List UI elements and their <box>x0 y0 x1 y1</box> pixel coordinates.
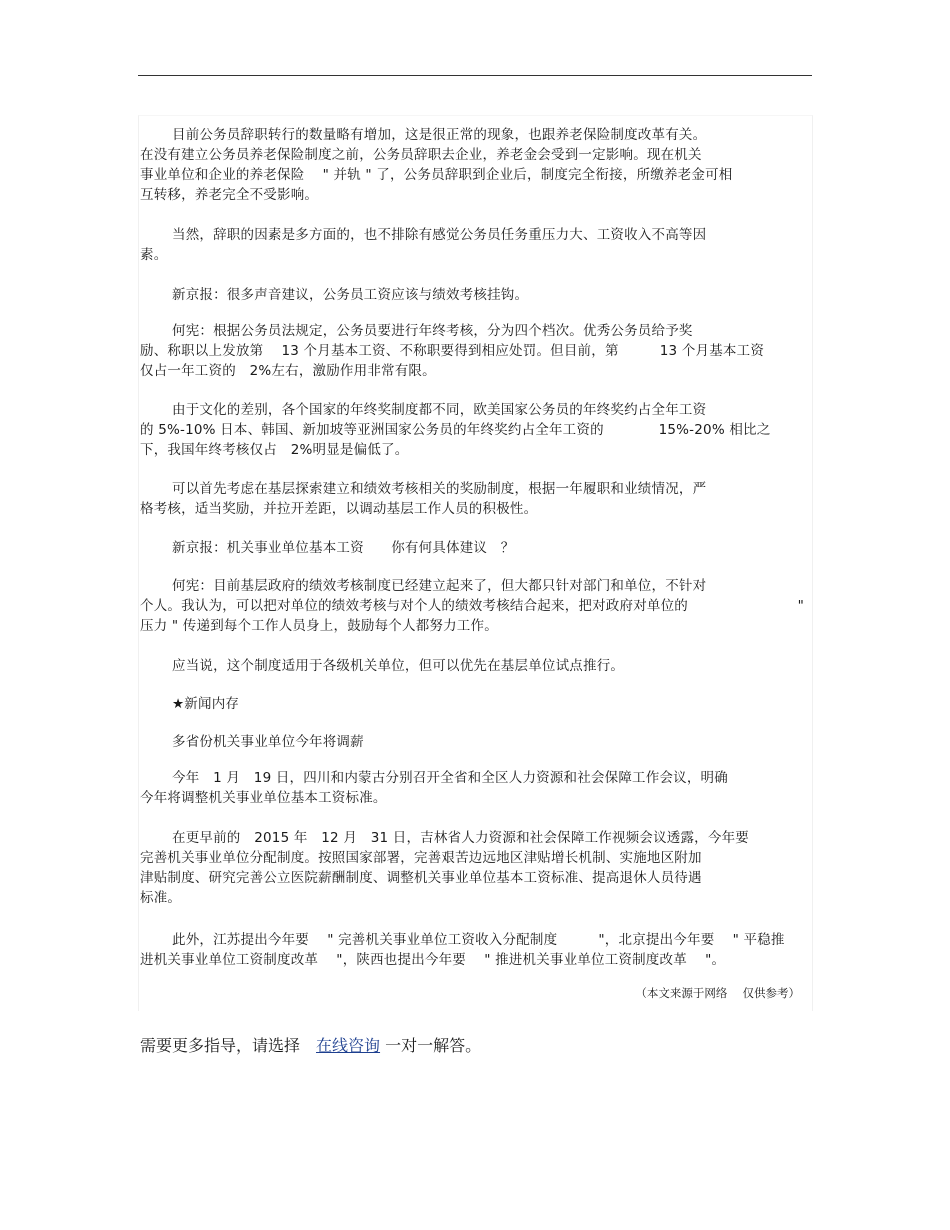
paragraph-first-line: 可以首先考虑在基层探索建立和绩效考核相关的奖励制度，根据一年履职和业绩情况，严 <box>172 481 707 497</box>
paragraph-first-line: 应当说，这个制度适用于各级机关单位，但可以优先在基层单位试点推行。 <box>172 658 625 674</box>
paragraph-line: 津贴制度、研究完善公立医院薪酬制度、调整机关事业单位基本工资标准、提高退休人员待遇 <box>140 870 702 886</box>
footer-prefix: 需要更多指导，请选择 <box>140 1036 301 1055</box>
paragraph-line: 压力 " 传递到每个工作人员身上，鼓励每个人都努力工作。 <box>140 618 498 634</box>
source-note: （本文来源于网络 仅供参考） <box>635 986 800 1000</box>
paragraph-line: 励、称职以上发放第 13 个月基本工资、不称职要得到相应处罚。但目前，第 13 个月基本工资 <box>140 343 765 359</box>
paragraph-first-line: 此外，江苏提出今年要 " 完善机关事业单位工资收入分配制度 "，北京提出今年要 " 平稳推 <box>172 932 785 948</box>
paragraph-first-line: 何宪：目前基层政府的绩效考核制度已经建立起来了，但大都只针对部门和单位，不针对 <box>172 578 707 594</box>
paragraph-line: 互转移，养老完全不受影响。 <box>140 187 319 203</box>
paragraph-line: 个人。我认为，可以把对单位的绩效考核与对个人的绩效考核结合起来，把对政府对单位的 " <box>140 598 805 614</box>
paragraph-line: 进机关事业单位工资制度改革 "，陕西也提出今年要 " 推进机关事业单位工资制度改革 "。 <box>140 952 726 968</box>
paragraph-first-line: 由于文化的差别，各个国家的年终奖制度都不同，欧美国家公务员的年终奖约占全年工资 <box>172 402 707 418</box>
paragraph-line: 下，我国年终考核仅占 2%明显是偏低了。 <box>140 442 409 458</box>
footer-suffix: 一对一解答。 <box>385 1036 482 1055</box>
paragraph-first-line: 多省份机关事业单位今年将调薪 <box>172 734 364 750</box>
paragraph-first-line: 新京报：机关事业单位基本工资 你有何具体建议 ？ <box>172 540 515 556</box>
consult-footer <box>140 1033 481 1056</box>
paragraph-line: 格考核，适当奖励，并拉开差距，以调动基层工作人员的积极性。 <box>140 501 538 517</box>
paragraph-line: 标准。 <box>140 890 182 906</box>
paragraph-first-line: 目前公务员辞职转行的数量略有增加，这是很正常的现象，也跟养老保险制度改革有关。 <box>172 127 707 143</box>
paragraph-first-line: 今年 1 月 19 日，四川和内蒙古分别召开全省和全区人力资源和社会保障工作会议，明确 <box>172 770 728 786</box>
paragraph-line: 仅占一年工资的 2%左右，激励作用非常有限。 <box>140 363 436 379</box>
online-consult-link[interactable]: 在线咨询 <box>316 1036 381 1055</box>
paragraph-first-line: 何宪：根据公务员法规定，公务员要进行年终考核，分为四个档次。优秀公务员给予奖 <box>172 323 693 339</box>
paragraph-line: 完善机关事业单位分配制度。按照国家部署，完善艰苦边远地区津贴增长机制、实施地区附加 <box>140 850 702 866</box>
paragraph-line: 事业单位和企业的养老保险 " 并轨 " 了，公务员辞职到企业后，制度完全衔接，所缴养老金可相 <box>140 167 733 183</box>
paragraph-first-line: 新京报：很多声音建议，公务员工资应该与绩效考核挂钩。 <box>172 287 529 303</box>
paragraph-line: 的 5%-10% 日本、韩国、新加坡等亚洲国家公务员的年终奖约占全年工资的 15%-20% 相比之 <box>140 422 771 438</box>
paragraph-first-line: 在更早前的 2015 年 12 月 31 日，吉林省人力资源和社会保障工作视频会议透露，今年要 <box>172 830 749 846</box>
paragraph-first-line: 当然，辞职的因素是多方面的，也不排除有感觉公务员任务重压力大、工资收入不高等因 <box>172 227 707 243</box>
paragraph-line: 在没有建立公务员养老保险制度之前，公务员辞职去企业，养老金会受到一定影响。现在机关 <box>140 147 702 163</box>
top-rule <box>138 75 812 76</box>
paragraph-first-line: ★新闻内存 <box>172 696 240 712</box>
paragraph-line: 今年将调整机关事业单位基本工资标准。 <box>140 790 387 806</box>
paragraph-line: 素。 <box>140 247 168 263</box>
